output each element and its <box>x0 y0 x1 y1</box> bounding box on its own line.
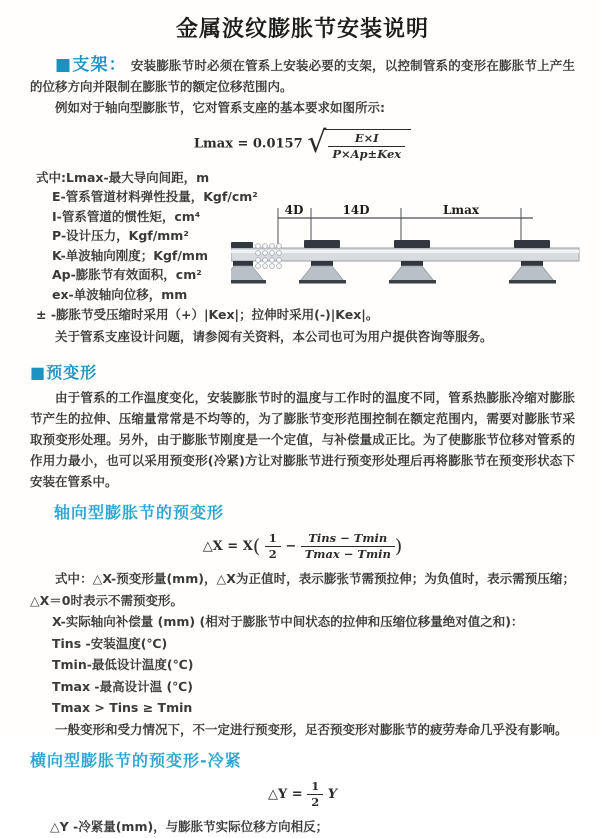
definition-line: ex-单波轴向位移，mm <box>52 286 188 302</box>
lmax-formula-lhs: Lmax = 0.0157 <box>193 136 303 152</box>
pipe-support-diagram <box>231 200 583 304</box>
axial-item: Tmax -最高设计温 (℃) <box>52 678 194 694</box>
definition-line: K-单波轴向刚度；Kgf/mm <box>52 247 208 263</box>
dimension-label-lmax: Lmax <box>442 202 480 217</box>
kex-sign-note: ± -膨胀节受压缩时采用（+）|Kex|；拉伸时采用(-)|Kex|。 <box>36 307 379 323</box>
page-title: 金属波纹膨胀节安装说明 <box>175 17 429 42</box>
one-half-fraction <box>265 531 281 562</box>
pipe-support-diagram-svg <box>231 200 583 300</box>
dimension-label-4d: 4D <box>284 202 304 217</box>
definition-line: Ap-膨胀节有效面积，cm² <box>52 267 202 283</box>
axial-item: X-实际轴向补偿量 (mm) (相对于膨胀节中间状态的拉伸和压缩位移量绝对值之和)： <box>52 614 524 630</box>
service-note: 关于管系支座设计问题，请参阅有关资料，本公司也可为用户提供咨询等服务。 <box>55 329 493 345</box>
fraction-numerator: Tins − Tmin <box>301 531 395 547</box>
radical-sign-icon: √ <box>307 125 327 160</box>
sqrt-radical <box>307 126 411 162</box>
preform-paragraph: 由于管系的工作温度变化，安装膨胀节时的温度与工作时的温度不同，管系热膨胀冷缩对膨胀节产生的拉伸、压缩量常常是不均等的，为了膨胀节变形范围控制在额定范围内，需要对膨胀节采取预变形处理。另外，由于膨胀节刚度是一个定值，与补偿量成正比。为了使膨胀节位移对管系的作用力最小，也可以采用预变形(冷紧)方让对膨胀节进行预变形处理后再将膨胀节在预变形状态下安装在管系中。 <box>30 390 575 490</box>
definition-line: E-管系管道材料弹性投量，Kgf/cm² <box>52 189 258 205</box>
support-intro-text: 安装膨胀节时必须在管系上安装必要的支架，以控制管系的变形在膨胀节上产生的位移方向并限制在膨胀节的额定位移范围内。 <box>30 58 575 94</box>
support-section-heading: ■支架： <box>55 55 127 75</box>
axial-closing-paragraph: 一般变形和受力情况下，不一定进行预变形，足否预变形对膨胀节的疲劳寿命几乎没有影响。 <box>55 721 568 737</box>
support-example-line: 例如对于轴向型膨胀节，它对管系支座的基本要求如图所示: <box>55 100 385 115</box>
fraction-numerator: 1 <box>265 531 281 547</box>
axial-item: Tmin-最低设计温度(℃) <box>52 657 194 673</box>
fraction-denominator: 2 <box>311 795 320 810</box>
definition-line: P-设计压力，Kgf/mm² <box>52 228 189 244</box>
temperature-fraction <box>301 531 395 562</box>
definition-line: 式中:Lmax-最大导向间距，m <box>36 169 210 185</box>
lateral-preform-formula <box>30 779 575 810</box>
lmax-formula-numerator: E×I <box>328 131 405 147</box>
lateral-explain-line: △Y -冷紧量(mm)，与膨胀节实际位移方向相反； <box>50 819 329 835</box>
axial-item: Tmax > Tins ≥ Tmin <box>52 700 193 716</box>
definitions-and-diagram <box>30 168 575 305</box>
preform-section-heading: ■预变形 <box>30 363 98 383</box>
lmax-formula-denominator: P×Ap±Kex <box>332 146 402 161</box>
dimension-label-14d: 14D <box>342 202 370 217</box>
axial-item: Tins -安装温度(℃) <box>52 635 168 651</box>
minus-sign: − <box>285 539 297 555</box>
close-paren: ) <box>394 535 403 558</box>
open-paren: ( <box>252 535 261 558</box>
pipe-guide-support <box>299 240 346 284</box>
lateral-formula-rhs: Y <box>327 787 338 803</box>
axial-preform-formula <box>30 531 575 562</box>
pipe-guide-support <box>389 240 436 284</box>
axial-preform-heading: 轴向型膨胀节的预变形 <box>54 503 225 523</box>
definition-line: I-管系管道的惯性矩，cm⁴ <box>52 208 201 224</box>
pipe-highlight <box>231 250 579 253</box>
axial-explain-paragraph: 式中：△X-预变形量(mm)，△X为正值时，表示膨张节需预拉伸；为负值时，表示需预压缩；△X＝0时表示不需预变形。 <box>30 571 575 608</box>
pipe-guide-support <box>509 240 556 284</box>
support-intro-paragraph <box>30 55 575 97</box>
lateral-preform-heading: 横向型膨胀节的预变形-冷紧 <box>30 751 242 771</box>
lmax-formula <box>30 126 575 162</box>
lateral-formula-lhs: △Y = <box>267 787 303 803</box>
fraction-denominator: Tmax − Tmin <box>304 547 391 562</box>
fraction-numerator: 1 <box>307 779 323 795</box>
fraction-denominator: 2 <box>268 547 277 562</box>
pipe <box>231 248 579 261</box>
axial-formula-lhs: △X = X <box>202 539 253 555</box>
one-half-fraction <box>307 779 323 810</box>
